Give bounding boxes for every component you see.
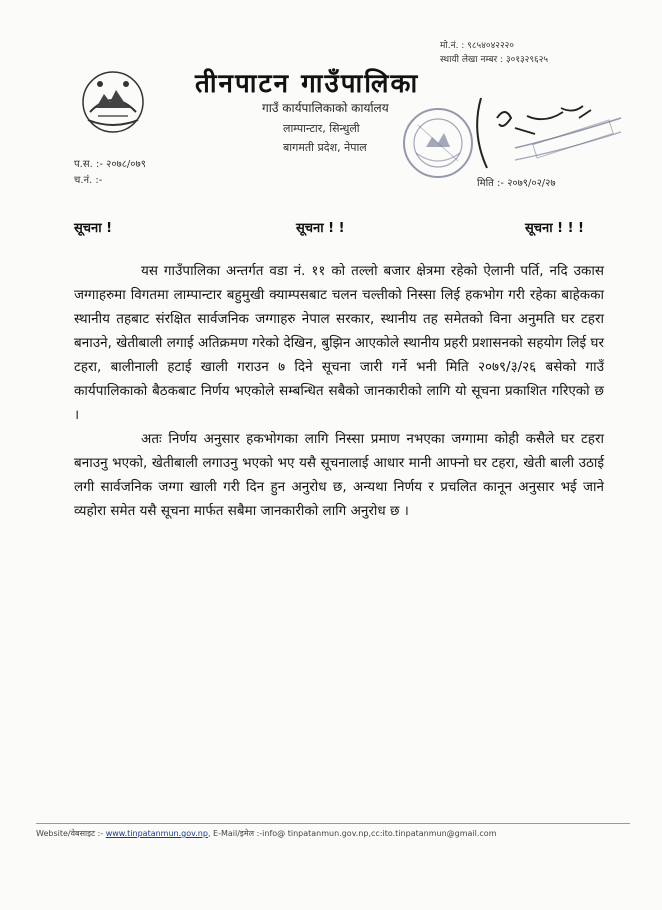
- footer-website-label: Website/वेबसाइट :-: [36, 829, 106, 838]
- notice-heading-3: सूचना ! ! !: [525, 221, 584, 236]
- phone-number: मो.नं. : ९८५४०४२२२०: [440, 41, 514, 51]
- registration-number: स्थायी लेखा नम्बर : ३०१३२९६२५: [440, 55, 549, 65]
- address-line-1: लाम्पान्टार, सिन्धुली: [283, 122, 360, 135]
- address-line-2: बागमती प्रदेश, नेपाल: [283, 141, 367, 154]
- footer-divider: [36, 823, 630, 824]
- dispatch-number: च.नं. :-: [74, 175, 103, 186]
- email-text[interactable]: info@ tinpatanmun.gov.np,cc:ito.tinpatanmun@gmail.com: [262, 829, 497, 838]
- website-link[interactable]: www.tinpatanmun.gov.np: [105, 829, 208, 838]
- footer-email-label: , E-Mail/इमेल :-: [207, 829, 263, 838]
- office-seal-icon: [398, 103, 478, 183]
- letter-date: मिति :- २०७९/०२/२७: [477, 178, 556, 189]
- municipality-title: तीनपाटन गाउँपालिका: [195, 69, 420, 99]
- nepal-emblem-icon: [78, 68, 148, 136]
- footer-contact: [36, 828, 496, 839]
- reference-number: प.स. :- २०७८/०७९: [74, 159, 146, 170]
- notice-heading-2: सूचना ! !: [296, 221, 345, 236]
- office-subtitle: गाउँ कार्यपालिकाको कार्यालय: [262, 101, 389, 115]
- signature-stamp-icon: [475, 88, 625, 178]
- body-paragraph-2: अतः निर्णय अनुसार हकभोगका लागि निस्सा प्रमाण नभएका जग्गामा कोही कसैले घर टहरा बनाउनु भएको, खेतीबाली लगाउनु भएको भए यसै सूचनालाई आधार मानी आफ्नो घर टहरा, खेती बाली उठाई लगी सार्वजनिक जग्गा खाली गरी दिन हुन अनुरोध छ, अन्यथा निर्णय र प्रचलित कानून अनुसार भई जाने व्यहोरा समेत यसै सूचना मार्फत सबैमा जानकारीको लागि अनुरोध छ ।: [74, 431, 604, 519]
- notice-body: [74, 259, 604, 523]
- body-paragraph-1: यस गाउँपालिका अन्तर्गत वडा नं. ११ को तल्लो बजार क्षेत्रमा रहेको ऐलानी पर्ति, नदि उकास जग्गाहरुमा विगतमा लाम्पान्टार बहुमुखी क्याम्पसबाट चलन चल्तीको निस्सा लिई हकभोग गरी रहेका बाहेकका स्थानीय तहबाट संरक्षित सार्वजनिक जग्गाहरु नेपाल सरकार, स्थानीय तह समेतको विना अनुमति घर टहरा बनाउने, खेतीबाली लगाई अतिक्रमण गरेको देखिन, बुझिन आएकोले स्थानीय प्रहरी प्रशासनको सहयोग लिई घर टहरा, बालीनाली हटाई खाली गराउन ७ दिने सूचना जारी गर्ने भनी मिति २०७९/३/२६ बसेको गाउँ कार्यपालिकाको बैठकबाट निर्णय भएकोले सम्बन्धित सबैको जानकारीको लागि यो सूचना प्रकाशित गरिएको छ ।: [74, 263, 604, 423]
- notice-heading-1: सूचना !: [74, 221, 113, 236]
